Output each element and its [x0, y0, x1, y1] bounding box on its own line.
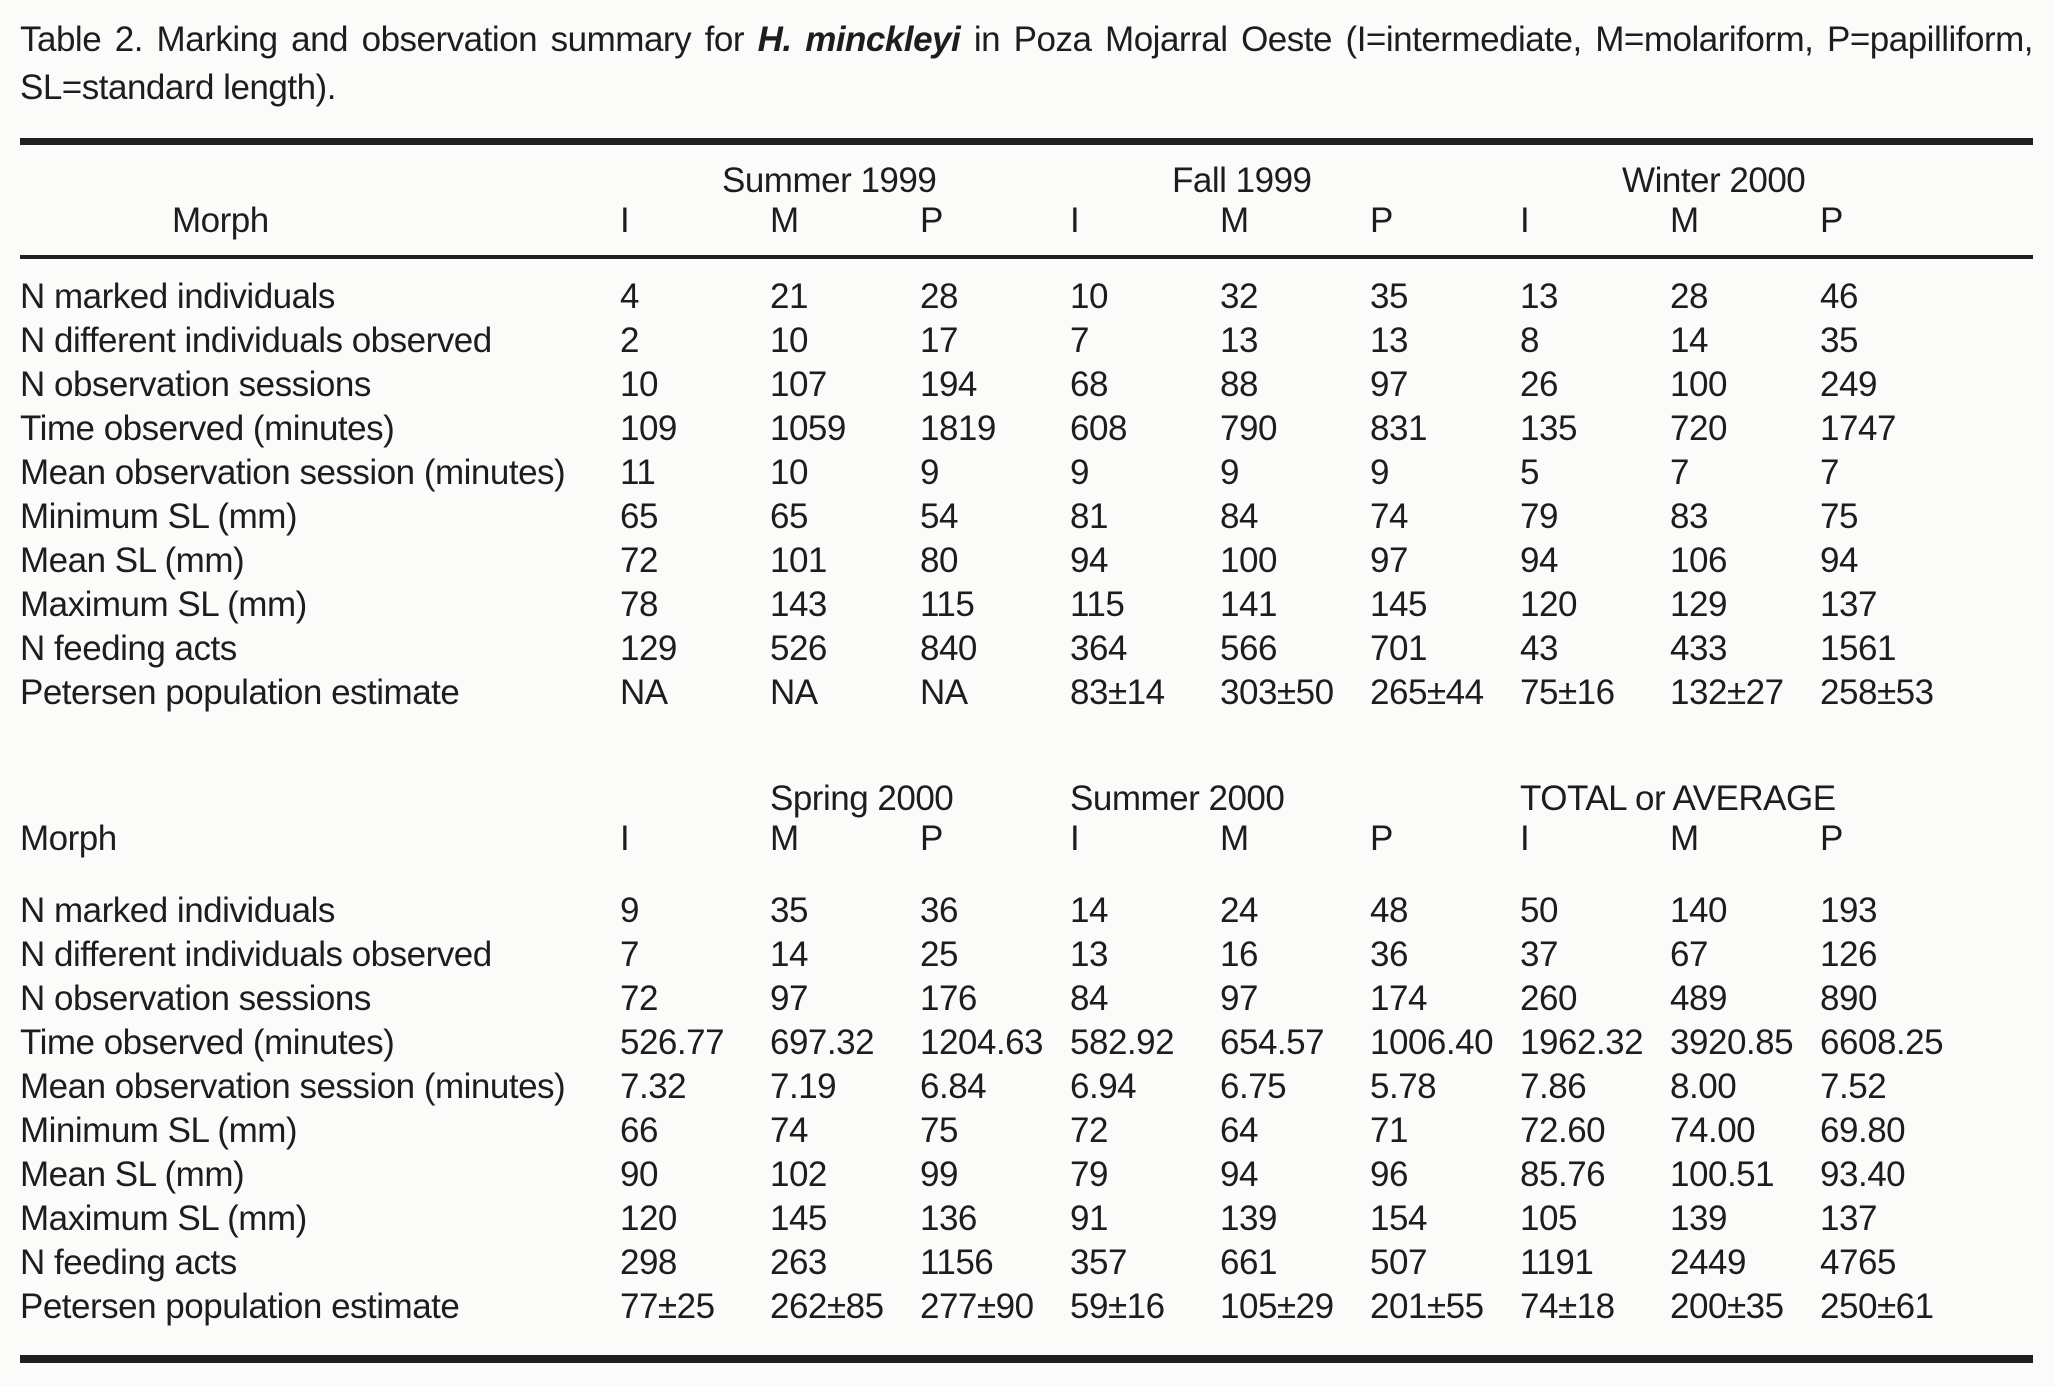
row-label: Petersen population estimate	[20, 673, 460, 712]
data-cell: 32	[1220, 277, 1258, 316]
table-row	[20, 975, 2033, 1019]
data-cell: 260	[1520, 979, 1577, 1018]
data-cell: 43	[1520, 629, 1558, 668]
season-header-row	[20, 763, 2033, 819]
data-cell: 507	[1370, 1243, 1427, 1282]
data-cell: 582.92	[1070, 1023, 1175, 1062]
morph-type-header: I	[1070, 201, 1220, 257]
data-cell: 1962.32	[1520, 1023, 1644, 1062]
table-row	[20, 669, 2033, 713]
data-cell: 107	[770, 365, 827, 404]
data-cell: 13	[1220, 321, 1258, 360]
data-cell: 9	[1220, 453, 1239, 492]
data-cell: 720	[1670, 409, 1727, 448]
data-cell: 97	[1370, 365, 1408, 404]
data-cell: 9	[1370, 453, 1389, 492]
data-cell: 526	[770, 629, 827, 668]
data-cell: 2	[620, 321, 639, 360]
data-cell: 7.52	[1820, 1067, 1887, 1106]
season-header: Summer 2000	[1070, 779, 1285, 818]
data-cell: 140	[1670, 891, 1727, 930]
data-cell: 69.80	[1820, 1111, 1906, 1150]
data-cell: 139	[1220, 1199, 1277, 1238]
season-header-row	[20, 142, 2033, 202]
data-cell: 7	[620, 935, 639, 974]
data-cell: 10	[770, 321, 808, 360]
data-cell: 90	[620, 1155, 658, 1194]
data-cell: 790	[1220, 409, 1277, 448]
data-cell: 83±14	[1070, 673, 1165, 712]
row-label: Minimum SL (mm)	[20, 497, 298, 536]
data-cell: 1156	[920, 1243, 994, 1282]
data-cell: 97	[1370, 541, 1408, 580]
data-cell: 10	[770, 453, 808, 492]
data-cell: 262±85	[770, 1287, 884, 1326]
season-blank-cell	[20, 142, 620, 202]
data-cell: 26	[1520, 365, 1558, 404]
data-cell: 96	[1370, 1155, 1408, 1194]
data-cell: NA	[620, 673, 668, 712]
data-cell: 7	[1070, 321, 1089, 360]
data-cell: 80	[920, 541, 958, 580]
morph-column-header: Morph	[20, 819, 117, 858]
data-cell: 37	[1520, 935, 1558, 974]
row-label: N marked individuals	[20, 891, 335, 930]
data-cell: 831	[1370, 409, 1427, 448]
table-row	[20, 873, 2033, 931]
data-cell: 25	[920, 935, 958, 974]
data-cell: 137	[1820, 1199, 1877, 1238]
data-cell: 298	[620, 1243, 677, 1282]
data-cell: 105	[1520, 1199, 1577, 1238]
data-cell: 81	[1070, 497, 1108, 536]
data-cell: 258±53	[1820, 673, 1934, 712]
data-cell: 28	[1670, 277, 1708, 316]
data-cell: 1059	[770, 409, 846, 448]
data-cell: 6608.25	[1820, 1023, 1944, 1062]
data-cell: 132±27	[1670, 673, 1784, 712]
data-cell: 75±16	[1520, 673, 1615, 712]
data-cell: 109	[620, 409, 677, 448]
row-label: N different individuals observed	[20, 935, 492, 974]
table-row	[20, 537, 2033, 581]
table-row	[20, 361, 2033, 405]
data-cell: 5	[1520, 453, 1540, 492]
data-cell: 137	[1820, 585, 1877, 624]
table-row	[20, 1239, 2033, 1283]
data-cell: 79	[1070, 1155, 1108, 1194]
data-cell: 101	[770, 541, 827, 580]
table-row	[20, 1107, 2033, 1151]
data-cell: 79	[1520, 497, 1558, 536]
data-cell: 136	[920, 1199, 977, 1238]
table-row	[20, 1151, 2033, 1195]
data-cell: 21	[770, 277, 808, 316]
data-cell: 249	[1820, 365, 1877, 404]
data-cell: 5.78	[1370, 1067, 1437, 1106]
row-label: N marked individuals	[20, 277, 335, 316]
row-label: Minimum SL (mm)	[20, 1111, 298, 1150]
row-label: Time observed (minutes)	[20, 1023, 395, 1062]
data-cell: 250±61	[1820, 1287, 1934, 1326]
data-cell: 145	[1370, 585, 1427, 624]
data-cell: 1204.63	[920, 1023, 1044, 1062]
data-cell: 10	[620, 365, 658, 404]
caption-prefix: Table 2. Marking and observation summary for	[20, 20, 758, 59]
data-cell: 46	[1820, 277, 1858, 316]
morph-type-header: P	[1370, 819, 1393, 858]
data-cell: 71	[1370, 1111, 1408, 1150]
data-cell: 654.57	[1220, 1023, 1325, 1062]
column-header-row	[20, 201, 2033, 257]
data-cell: 97	[1220, 979, 1258, 1018]
data-cell: 93.40	[1820, 1155, 1906, 1194]
data-cell: 75	[920, 1111, 958, 1150]
data-cell: 14	[1670, 321, 1708, 360]
data-cell: 35	[1820, 321, 1858, 360]
data-cell: 24	[1220, 891, 1258, 930]
data-cell: 303±50	[1220, 673, 1334, 712]
morph-type-header: P	[1820, 201, 2033, 257]
data-cell: 99	[920, 1155, 958, 1194]
data-cell: 608	[1070, 409, 1127, 448]
data-cell: 1561	[1820, 629, 1896, 668]
data-cell: 72	[620, 979, 658, 1018]
data-cell: 9	[920, 453, 939, 492]
table-row	[20, 931, 2033, 975]
data-cell: 489	[1670, 979, 1727, 1018]
data-cell: 7.32	[620, 1067, 687, 1106]
data-cell: 4	[620, 277, 639, 316]
data-cell: 357	[1070, 1243, 1127, 1282]
data-cell: 74.00	[1670, 1111, 1756, 1150]
data-cell: 64	[1220, 1111, 1258, 1150]
row-label: N feeding acts	[20, 1243, 237, 1282]
data-cell: 697.32	[770, 1023, 875, 1062]
data-cell: 35	[770, 891, 808, 930]
data-cell: 8	[1520, 321, 1540, 360]
spacer-cell	[20, 713, 2033, 763]
data-cell: 174	[1370, 979, 1427, 1018]
table-row	[20, 257, 2033, 317]
row-label: Mean SL (mm)	[20, 1155, 245, 1194]
table-row	[20, 1019, 2033, 1063]
data-cell: 102	[770, 1155, 827, 1194]
data-cell: 36	[920, 891, 958, 930]
data-cell: 840	[920, 629, 977, 668]
data-cell: 8.00	[1670, 1067, 1737, 1106]
data-cell: 66	[620, 1111, 658, 1150]
data-cell: 145	[770, 1199, 827, 1238]
marking-observation-table	[20, 138, 2033, 1363]
data-cell: 65	[770, 497, 808, 536]
data-cell: 97	[770, 979, 808, 1018]
data-cell: 6.84	[920, 1067, 987, 1106]
row-label: N different individuals observed	[20, 321, 492, 360]
data-cell: 72	[620, 541, 658, 580]
row-label: Mean SL (mm)	[20, 541, 245, 580]
data-cell: 200±35	[1670, 1287, 1784, 1326]
data-cell: 3920.85	[1670, 1023, 1794, 1062]
data-cell: 566	[1220, 629, 1277, 668]
data-cell: 48	[1370, 891, 1408, 930]
morph-type-header: I	[1520, 201, 1670, 257]
caption-suffix: in Poza Mojarral Oeste (I=intermediate, M=molariform, P=papilliform, SL=standard length).	[20, 20, 2033, 107]
table-row	[20, 405, 2033, 449]
data-cell: 120	[620, 1199, 677, 1238]
row-label: Mean observation session (minutes)	[20, 1067, 566, 1106]
data-cell: 2449	[1670, 1243, 1746, 1282]
morph-column-header: Morph	[20, 201, 620, 257]
season-header: Winter 2000	[1622, 161, 1806, 200]
morph-type-header: M	[1670, 819, 1699, 858]
data-cell: 135	[1520, 409, 1577, 448]
data-cell: 35	[1370, 277, 1408, 316]
data-cell: 74	[1370, 497, 1408, 536]
data-cell: 4765	[1820, 1243, 1896, 1282]
table-row	[20, 581, 2033, 625]
data-cell: 7.19	[770, 1067, 837, 1106]
data-cell: 193	[1820, 891, 1877, 930]
morph-type-header: M	[770, 201, 920, 257]
data-cell: 364	[1070, 629, 1127, 668]
row-label: N observation sessions	[20, 365, 371, 404]
season-header: Fall 1999	[1172, 161, 1312, 200]
season-header: TOTAL or AVERAGE	[1520, 779, 1836, 818]
data-cell: 105±29	[1220, 1287, 1334, 1326]
data-cell: 701	[1370, 629, 1427, 668]
morph-type-header: I	[620, 819, 630, 858]
data-cell: 74	[770, 1111, 808, 1150]
data-cell: 84	[1220, 497, 1258, 536]
table-row	[20, 1063, 2033, 1107]
season-header: Spring 2000	[770, 779, 954, 818]
data-cell: 13	[1370, 321, 1408, 360]
row-label: Mean observation session (minutes)	[20, 453, 566, 492]
table-row	[20, 1283, 2033, 1359]
data-cell: 141	[1220, 585, 1277, 624]
data-cell: 1191	[1520, 1243, 1594, 1282]
data-cell: 68	[1070, 365, 1108, 404]
data-cell: 129	[620, 629, 677, 668]
data-cell: 13	[1070, 935, 1108, 974]
morph-type-header: M	[1670, 201, 1820, 257]
data-cell: 433	[1670, 629, 1727, 668]
data-cell: 36	[1370, 935, 1408, 974]
morph-type-header: M	[770, 819, 799, 858]
data-cell: 85.76	[1520, 1155, 1606, 1194]
data-cell: 106	[1670, 541, 1727, 580]
data-cell: 50	[1520, 891, 1558, 930]
data-cell: 194	[920, 365, 977, 404]
data-cell: 6.94	[1070, 1067, 1137, 1106]
data-cell: 59±16	[1070, 1287, 1165, 1326]
data-cell: 1006.40	[1370, 1023, 1494, 1062]
data-cell: 9	[620, 891, 639, 930]
data-cell: 11	[620, 453, 656, 492]
table-caption	[20, 16, 2033, 112]
panel-spacer-row	[20, 713, 2033, 763]
row-label: Maximum SL (mm)	[20, 585, 307, 624]
data-cell: 77±25	[620, 1287, 715, 1326]
data-cell: NA	[920, 673, 968, 712]
table-row	[20, 317, 2033, 361]
morph-type-header: M	[1220, 201, 1370, 257]
data-cell: 1819	[920, 409, 996, 448]
data-cell: 263	[770, 1243, 827, 1282]
data-cell: 129	[1670, 585, 1727, 624]
row-label: Petersen population estimate	[20, 1287, 460, 1326]
data-cell: 277±90	[920, 1287, 1034, 1326]
data-cell: 120	[1520, 585, 1577, 624]
data-cell: 91	[1070, 1199, 1108, 1238]
data-cell: 17	[920, 321, 958, 360]
data-cell: 526.77	[620, 1023, 725, 1062]
data-cell: 72	[1070, 1111, 1108, 1150]
morph-type-header: M	[1220, 819, 1249, 858]
column-header-row	[20, 819, 2033, 873]
morph-type-header: P	[1370, 201, 1520, 257]
data-cell: 9	[1070, 453, 1089, 492]
data-cell: 1747	[1820, 409, 1896, 448]
data-cell: 661	[1220, 1243, 1277, 1282]
data-cell: 6.75	[1220, 1067, 1287, 1106]
data-cell: NA	[770, 673, 818, 712]
data-cell: 28	[920, 277, 958, 316]
data-cell: 16	[1220, 935, 1258, 974]
table-row	[20, 1195, 2033, 1239]
table-row	[20, 449, 2033, 493]
caption-species-name: H. minckleyi	[757, 20, 961, 59]
data-cell: 201±55	[1370, 1287, 1484, 1326]
data-cell: 154	[1370, 1199, 1427, 1238]
data-cell: 890	[1820, 979, 1877, 1018]
data-cell: 84	[1070, 979, 1108, 1018]
morph-type-header: P	[1820, 819, 1843, 858]
data-cell: 14	[1070, 891, 1108, 930]
data-cell: 74±18	[1520, 1287, 1615, 1326]
data-cell: 10	[1070, 277, 1108, 316]
data-cell: 7	[1820, 453, 1840, 492]
data-cell: 67	[1670, 935, 1708, 974]
data-cell: 265±44	[1370, 673, 1484, 712]
row-label: Maximum SL (mm)	[20, 1199, 307, 1238]
season-blank-cell	[20, 763, 620, 819]
data-cell: 115	[1070, 585, 1125, 624]
data-cell: 88	[1220, 365, 1258, 404]
data-cell: 54	[920, 497, 958, 536]
data-cell: 94	[1520, 541, 1558, 580]
data-cell: 83	[1670, 497, 1708, 536]
morph-type-header: I	[1520, 819, 1530, 858]
data-cell: 7	[1670, 453, 1690, 492]
data-cell: 143	[770, 585, 827, 624]
data-cell: 115	[920, 585, 975, 624]
season-header: Summer 1999	[722, 161, 937, 200]
data-cell: 176	[920, 979, 977, 1018]
morph-type-header: I	[620, 201, 770, 257]
data-cell: 100	[1670, 365, 1727, 404]
data-cell: 72.60	[1520, 1111, 1606, 1150]
data-cell: 126	[1820, 935, 1877, 974]
data-cell: 14	[770, 935, 808, 974]
data-cell: 94	[1220, 1155, 1258, 1194]
data-cell: 94	[1070, 541, 1108, 580]
data-cell: 100.51	[1670, 1155, 1775, 1194]
table-row	[20, 625, 2033, 669]
table-body	[20, 142, 2033, 1360]
data-cell: 78	[620, 585, 658, 624]
data-cell: 94	[1820, 541, 1858, 580]
data-cell: 75	[1820, 497, 1858, 536]
data-cell: 13	[1520, 277, 1558, 316]
data-cell: 65	[620, 497, 658, 536]
table-row	[20, 493, 2033, 537]
data-cell: 100	[1220, 541, 1277, 580]
morph-type-header: P	[920, 819, 943, 858]
morph-type-header: I	[1070, 819, 1080, 858]
morph-type-header: P	[920, 201, 1070, 257]
data-cell: 7.86	[1520, 1067, 1587, 1106]
row-label: Time observed (minutes)	[20, 409, 395, 448]
row-label: N observation sessions	[20, 979, 371, 1018]
data-cell: 139	[1670, 1199, 1727, 1238]
row-label: N feeding acts	[20, 629, 237, 668]
